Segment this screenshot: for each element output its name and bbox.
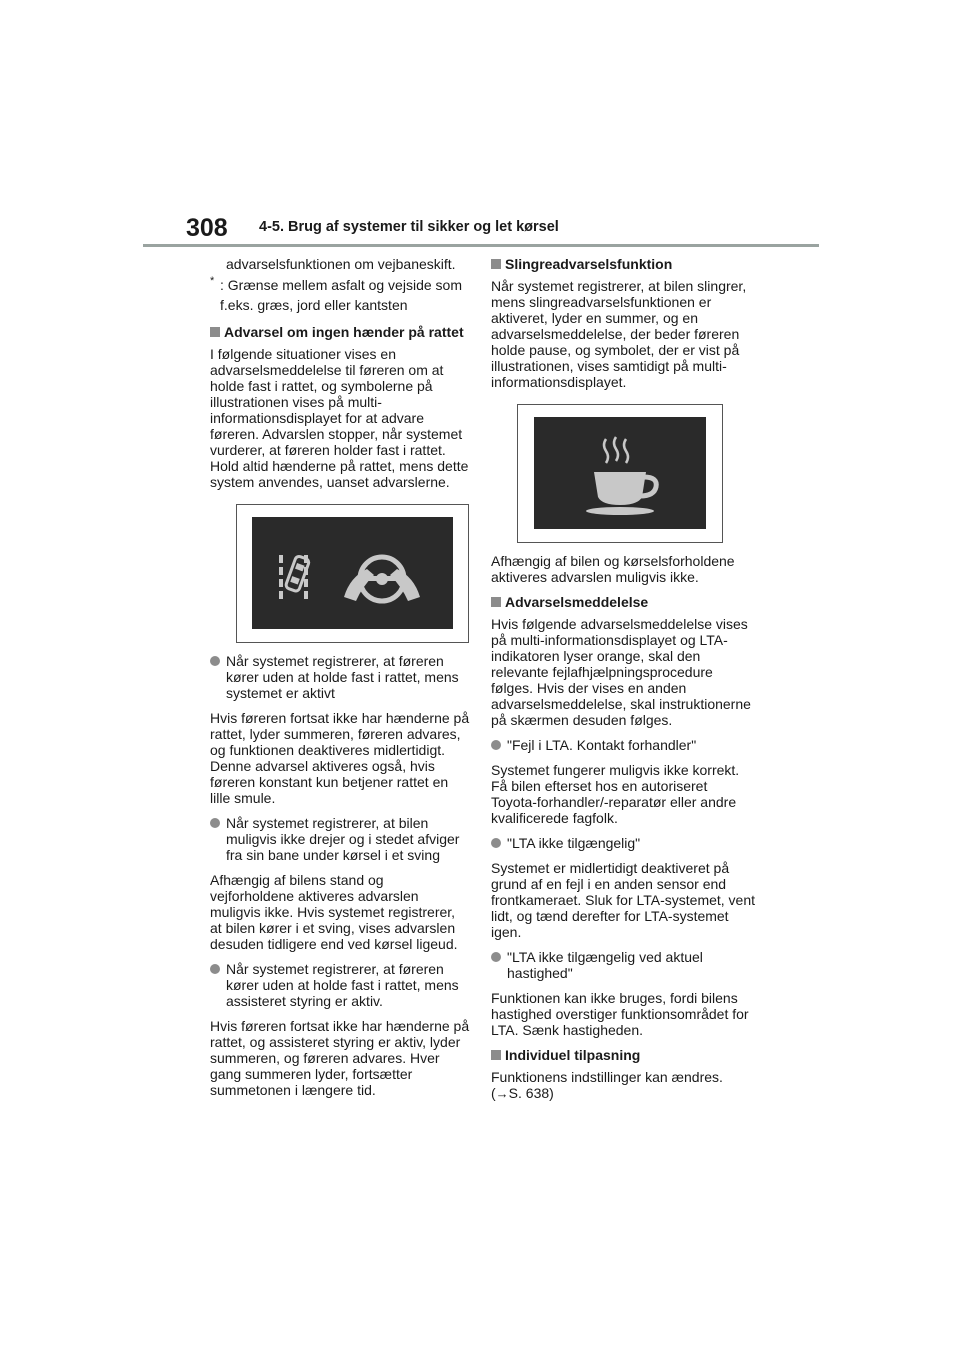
display-screen xyxy=(534,417,706,529)
para-curve: Afhængig af bilens stand og vejforholdene aktiveres advarslen muligvis ikke. Hvis systemet registrerer, at bilen kører i et sving, vises advarslen desuden tidligere end ved kørsel ligeud. xyxy=(210,872,458,952)
xref-open: ( xyxy=(491,1085,496,1101)
para-steering-assist: Hvis føreren fortsat ikke har hænderne på rattet, og assisteret styring er aktiv, lyder summeren, og føreren advares. Hver gang summeren lyder, fortsætter summetonen i længere tid. xyxy=(210,1018,470,1098)
para-sway-conditions: Afhængig af bilen og kørselsforholdene aktiveres advarslen muligvis ikke. xyxy=(491,553,735,585)
bullet-curve xyxy=(210,815,470,863)
bullet-hands-off-active xyxy=(210,653,470,701)
arrow-right-icon: → xyxy=(495,1086,509,1101)
bullet-curve-text: Når systemet registrerer, at bilen muligvis ikke drejer og i stedet afviger fra sin bane under kørsel i et sving xyxy=(226,815,460,863)
header-divider xyxy=(143,244,819,247)
bullet-dot-icon xyxy=(491,838,501,848)
bullet-speed-text: "LTA ikke tilgængelig ved aktuel hastighed" xyxy=(507,949,703,981)
para-customization-text: Funktionens indstillinger kan ændres. xyxy=(491,1069,723,1085)
figure-sway xyxy=(517,404,723,543)
para-warning-message: Hvis følgende advarselsmeddelelse vises på multi-informationsdisplayet og LTA-indikatoren lyser orange, skal den relevante fejlafhjælpningsprocedure følges. Hvis der vises en anden advarselsmeddelelse, skal instruktionerne på skærmen desuden følges. xyxy=(491,616,751,728)
para-sway: Når systemet registrerer, at bilen slingrer, mens slingreadvarselsfunktionen er aktiveret, lyder en summer, og en advarselsmeddelelse, der beder føreren holde pause, og symbolet, der er vist på illustrationen, vises samtidigt på multi-informationsdisplayet. xyxy=(491,278,747,390)
para-customization xyxy=(491,1069,756,1102)
bullet-fejl xyxy=(491,737,756,753)
heading-customization xyxy=(491,1047,756,1063)
bullet-steering-assist-text: Når systemet registrerer, at føreren kører uden at holde fast i rattet, mens assisteret styring er aktiv. xyxy=(226,961,459,1009)
section-title: 4-5. Brug af systemer til sikker og let kørsel xyxy=(259,219,559,235)
square-marker-icon xyxy=(491,597,501,607)
bullet-not-available xyxy=(491,835,756,851)
square-marker-icon xyxy=(491,259,501,269)
para-fejl: Systemet fungerer muligvis ikke korrekt. Få bilen efterset hos en autoriseret Toyota-forhandler/-reparatør eller andre kvalificerede fagfolk. xyxy=(491,762,740,826)
bullet-hands-off-active-text: Når systemet registrerer, at føreren kører uden at holde fast i rattet, mens systemet er aktivt xyxy=(226,653,459,701)
footnote-text: : Grænse mellem asfalt og vejside som f.eks. græs, jord eller kantsten xyxy=(220,277,462,313)
left-column xyxy=(210,256,470,1107)
bullet-dot-icon xyxy=(210,818,220,828)
page-reference-link[interactable]: S. 638) xyxy=(508,1085,554,1101)
para-hands-off-active: Hvis føreren fortsat ikke har hænderne på rattet, lyder summeren, føreren advares, og funktionen deaktiveres midlertidigt. Denne advarsel aktiveres også, hvis føreren konstant kun betjener rattet en lille smule. xyxy=(210,710,470,806)
bullet-dot-icon xyxy=(491,952,501,962)
bullet-steering-assist xyxy=(210,961,470,1009)
heading-warning-message-text: Advarselsmeddelelse xyxy=(505,594,649,610)
display-screen xyxy=(252,517,453,629)
right-column xyxy=(491,256,756,1111)
coffee-cup-icon xyxy=(534,417,706,529)
hands-on-wheel-icon xyxy=(344,557,420,601)
bullet-fejl-text: "Fejl i LTA. Kontakt forhandler" xyxy=(507,737,697,753)
footnote xyxy=(210,275,470,315)
para-speed: Funktionen kan ikke bruges, fordi bilens hastighed overstiger funktionsområdet for LTA. Sænk hastigheden. xyxy=(491,990,749,1038)
bullet-dot-icon xyxy=(210,964,220,974)
heading-hands-off xyxy=(210,324,470,340)
bullet-dot-icon xyxy=(210,656,220,666)
square-marker-icon xyxy=(210,327,220,337)
bullet-speed xyxy=(491,949,756,981)
figure-hands-off xyxy=(236,504,469,643)
footnote-star: * xyxy=(210,275,215,287)
page-number: 308 xyxy=(186,214,228,242)
heading-hands-off-text: Advarsel om ingen hænder på rattet xyxy=(224,324,464,340)
figure-hands-off-svg xyxy=(252,517,453,629)
para-not-available: Systemet er midlertidigt deaktiveret på grund af en fejl i en anden sensor end frontkameraet. Sluk for LTA-systemet, vent lidt, og tænd derefter for LTA-systemet igen. xyxy=(491,860,756,940)
heading-sway xyxy=(491,256,756,272)
intro-line: advarselsfunktionen om vejbaneskift. xyxy=(226,256,456,272)
square-marker-icon xyxy=(491,1050,501,1060)
bullet-dot-icon xyxy=(491,740,501,750)
heading-warning-message xyxy=(491,594,756,610)
heading-customization-text: Individuel tilpasning xyxy=(505,1047,641,1063)
lane-departure-icon xyxy=(279,555,310,599)
heading-sway-text: Slingreadvarselsfunktion xyxy=(505,256,673,272)
para-hands-off: I følgende situationer vises en advarselsmeddelelse til føreren om at holde fast i rattet, og symbolerne på illustrationen vises på multi-informationsdisplayet for at advare føreren. Advarslen stopper, når systemet vurderer, at føreren holder fast i rattet. Hold altid hænderne på rattet, mens dette system anvendes, uanset advarslerne. xyxy=(210,346,469,490)
bullet-not-available-text: "LTA ikke tilgængelig" xyxy=(507,835,641,851)
